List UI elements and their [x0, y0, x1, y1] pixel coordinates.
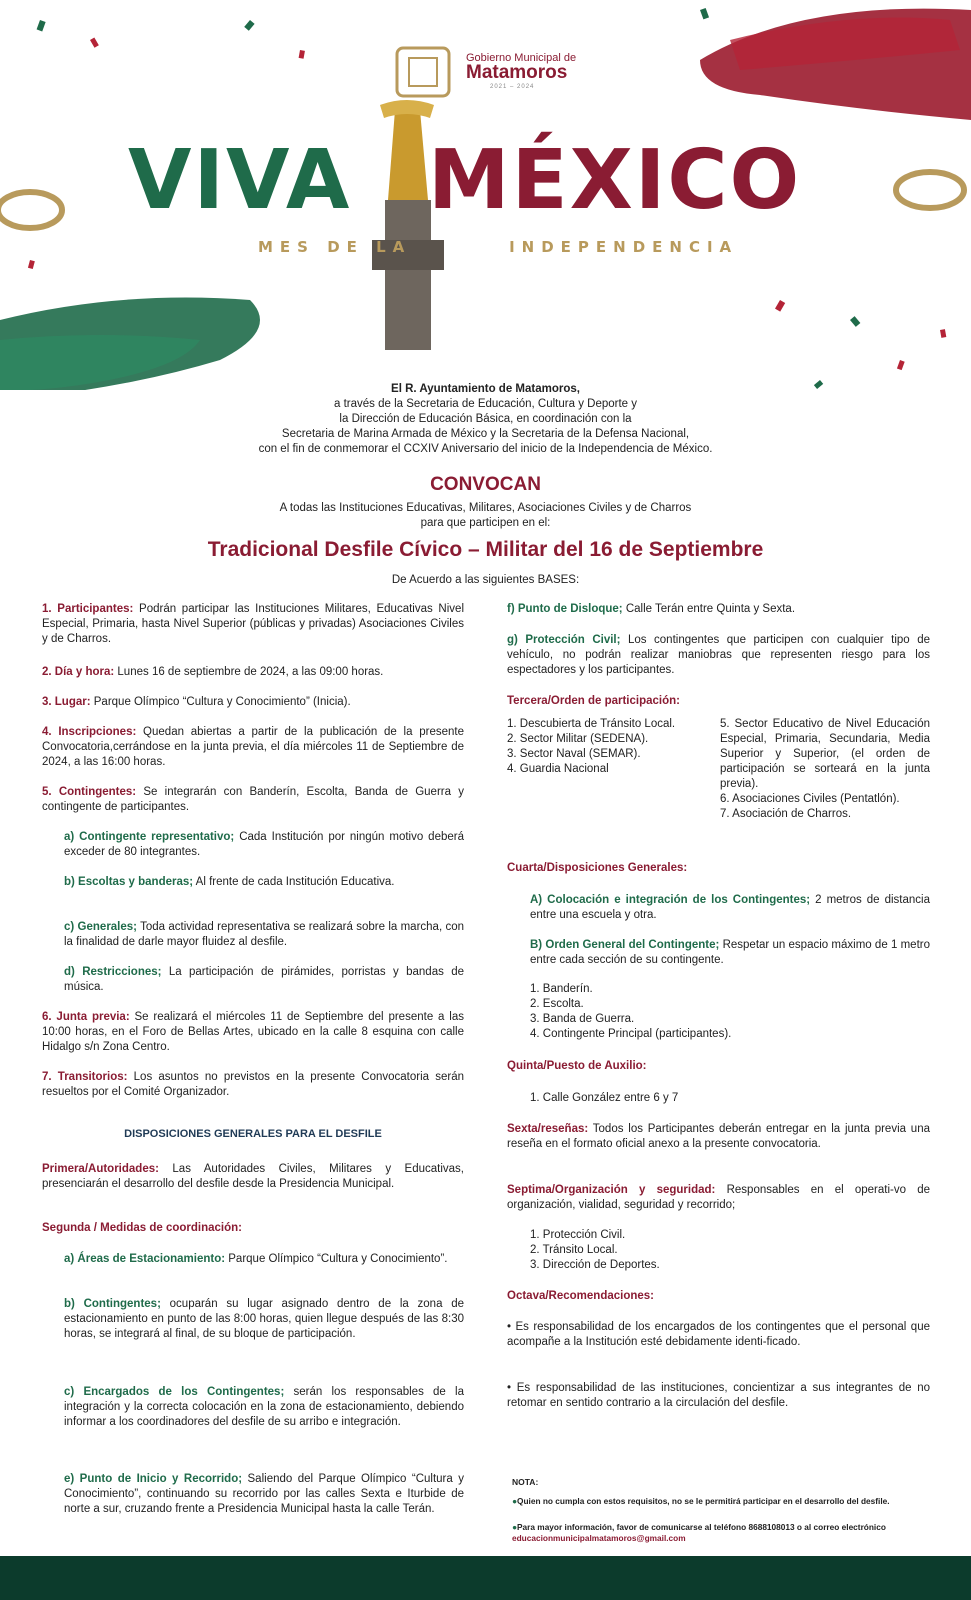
- header-banner: [0, 0, 971, 390]
- title-mexico: MÉXICO: [428, 133, 802, 228]
- intro-line-1: El R. Ayuntamiento de Matamoros,: [391, 383, 580, 395]
- base-7: 7. Transitorios: Los asuntos no previstos en la presente Convocatoria serán resueltos por el Comité Organizador.: [42, 1071, 464, 1098]
- base-2: 2. Día y hora: Lunes 16 de septiembre de 2024, a las 09:00 horas.: [42, 666, 384, 678]
- orden-item: 7. Asociación de Charros.: [720, 808, 852, 820]
- instit-line-1: A todas las Instituciones Educativas, Militares, Asociaciones Civiles y de Charros: [279, 502, 692, 514]
- base-5c: c) Generales; Toda actividad representativa se realizará sobre la marcha, con la finalidad de darle mayor fluidez al desfile.: [64, 921, 465, 948]
- list-item: 1. Banderín.: [530, 983, 593, 995]
- base-5d: d) Restricciones; La participación de pirámides, porristas y bandas de música.: [64, 966, 464, 993]
- list-item: 4. Contingente Principal (participantes).: [530, 1028, 732, 1040]
- title-viva: VIVA: [128, 133, 352, 228]
- segunda-heading: Segunda / Medidas de coordinación:: [42, 1222, 242, 1234]
- cuarta-heading: Cuarta/Disposiciones Generales:: [507, 862, 688, 874]
- nota-1: ●Quien no cumpla con estos requisitos, no se le permitirá participar en el desarrollo del desfile.: [512, 1496, 890, 1506]
- list-item: 3. Banda de Guerra.: [530, 1013, 635, 1025]
- orden-item: 4. Guardia Nacional: [507, 763, 609, 775]
- disposiciones-heading: DISPOSICIONES GENERALES PARA EL DESFILE: [124, 1128, 382, 1140]
- gov-years: 2021 – 2024: [490, 84, 535, 90]
- quinta-heading: Quinta/Puesto de Auxilio:: [507, 1060, 647, 1072]
- intro-line-2: a través de la Secretaria de Educación, Cultura y Deporte y: [334, 398, 637, 410]
- email-link[interactable]: educacionmunicipalmatamoros@gmail.com: [512, 1533, 686, 1543]
- base-4: 4. Inscripciones: Quedan abiertas a partir de la publicación de la presente Convocatoria,cerrándose en la junta previa, el día miércoles 11 de Septiembre de 2024, a las 16:00 horas.: [42, 726, 464, 768]
- instit-line-2: para que participen en el:: [420, 517, 551, 529]
- gov-label: Gobierno Municipal de: [466, 52, 577, 64]
- nota-2: ●Para mayor información, favor de comunicarse al teléfono 8688108013 o al correo electrónico educacionmunicipalmatamoros@gmail.com: [512, 1522, 886, 1543]
- sexta: Sexta/reseñas: Todos los Participantes deberán entregar en la junta previa una reseña en el formato oficial anexo a la presente convocatoria.: [507, 1123, 930, 1150]
- base-1: 1. Participantes: Podrán participar las Instituciones Militares, Educativas Nivel Especial, Primaria, hasta Nivel Superior (públicas y privadas) Asociaciones Civiles y de Charros.: [42, 603, 464, 645]
- segunda-b: b) Contingentes; ocuparán su lugar asignado dentro de la zona de estacionamiento en punto de las 8:00 horas, quien llegue después de las 8:30 horas, se integrará al final, de su bloque de participación.: [64, 1298, 464, 1340]
- orden-item: 6. Asociaciones Civiles (Pentatlón).: [720, 793, 900, 805]
- orden-right: [720, 717, 930, 822]
- cuarta-b: B) Orden General del Contingente; Respetar un espacio máximo de 1 metro entre cada sección de su contingente.: [530, 939, 930, 966]
- septima-list: [530, 1228, 930, 1273]
- orden-item: 5. Sector Educativo de Nivel Educación Especial, Primaria, Secundaria, Media Superior y Superior, (el orden de participación se sorteará en la junta previa).: [720, 718, 930, 790]
- tercera-heading: Tercera/Orden de participación:: [507, 695, 680, 707]
- nota-label: NOTA:: [512, 1477, 539, 1487]
- base-3: 3. Lugar: Parque Olímpico “Cultura y Conocimiento” (Inicia).: [42, 696, 351, 708]
- base-6: 6. Junta previa: Se realizará el miércoles 11 de Septiembre del presente a las 10:00 horas, en el Foro de Bellas Artes, ubicado en la calle 8 esquina con calle Hidalgo s/n Zona Centro.: [42, 1011, 464, 1053]
- base-g: g) Protección Civil; Los contingentes que participen con cualquier tipo de vehículo, no podrán realizar maniobras que representen riesgo para los espectadores y los participantes.: [507, 634, 930, 676]
- cuarta-a: A) Colocación e integración de los Contingentes; 2 metros de distancia entre una escuela y otra.: [530, 894, 930, 921]
- bases-line: De Acuerdo a las siguientes BASES:: [391, 574, 580, 586]
- orden-item: 3. Sector Naval (SEMAR).: [507, 748, 641, 760]
- event-title: Tradicional Desfile Cívico – Militar del 16 de Septiembre: [207, 538, 764, 561]
- quinta-item: 1. Calle González entre 6 y 7: [530, 1092, 679, 1104]
- subtitle: MES DE LA INDEPENDENCIA: [258, 238, 739, 256]
- segunda-a: a) Áreas de Estacionamiento: Parque Olímpico “Cultura y Conocimiento”.: [64, 1253, 448, 1265]
- footer-band: [0, 1556, 971, 1600]
- orden-item: 1. Descubierta de Tránsito Local.: [507, 718, 676, 730]
- base-5a: a) Contingente representativo; Cada Institución por ningún motivo deberá exceder de 80 integrantes.: [64, 831, 464, 858]
- octava-1: • Es responsabilidad de los encargados de los contingentes que el personal que acompañe a la Institución esté debidamente identi-ficado.: [507, 1321, 930, 1348]
- base-5b: b) Escoltas y banderas; Al frente de cada Institución Educativa.: [64, 876, 395, 888]
- octava-heading: Octava/Recomendaciones:: [507, 1290, 655, 1302]
- segunda-c: c) Encargados de los Contingentes; serán los responsables de la integración y la correcta colocación en la zona de estacionamiento, debiendo informar a los coordinadores del desfile de su arribo e integración.: [64, 1386, 465, 1428]
- octava-2: • Es responsabilidad de las instituciones, concientizar a sus integrantes de no retomar en sentido contrario a la circulación del desfile.: [507, 1382, 930, 1409]
- septima: Septima/Organización y seguridad: Responsables en el operati-vo de organización, vialidad, seguridad y recorrido;: [507, 1184, 930, 1211]
- intro-line-3: la Dirección de Educación Básica, en coordinación con la: [339, 413, 632, 425]
- convocan-heading: CONVOCAN: [430, 474, 541, 495]
- intro-line-5: con el fin de conmemorar el CCXIV Aniversario del inicio de la Independencia de México.: [258, 443, 713, 455]
- gov-name: Matamoros: [466, 62, 568, 83]
- list-item: 2. Escolta.: [530, 998, 584, 1010]
- segunda-e: e) Punto de Inicio y Recorrido; Saliendo del Parque Olímpico “Cultura y Conocimiento”, continuando su recorrido por las calles Sexta e Iturbide de norte a sur, cruzando frente a Presidencia Municipal hasta la calle Terán.: [64, 1473, 464, 1515]
- orden-left: [507, 717, 712, 777]
- orden-contingente: [530, 982, 930, 1042]
- intro-line-4: Secretaria de Marina Armada de México y la Secretaria de la Defensa Nacional,: [281, 428, 690, 440]
- primera: Primera/Autoridades: Las Autoridades Civiles, Militares y Educativas, presenciarán el desarrollo del desfile desde la Presidencia Municipal.: [42, 1163, 464, 1190]
- municipal-seal-icon: [393, 44, 453, 100]
- base-f: f) Punto de Disloque; Calle Terán entre Quinta y Sexta.: [507, 603, 796, 615]
- orden-item: 2. Sector Militar (SEDENA).: [507, 733, 649, 745]
- list-item: 2. Tránsito Local.: [530, 1244, 618, 1256]
- base-5: 5. Contingentes: Se integrarán con Banderín, Escolta, Banda de Guerra y contingente de participantes.: [42, 786, 464, 813]
- list-item: 1. Protección Civil.: [530, 1229, 626, 1241]
- list-item: 3. Dirección de Deportes.: [530, 1259, 660, 1271]
